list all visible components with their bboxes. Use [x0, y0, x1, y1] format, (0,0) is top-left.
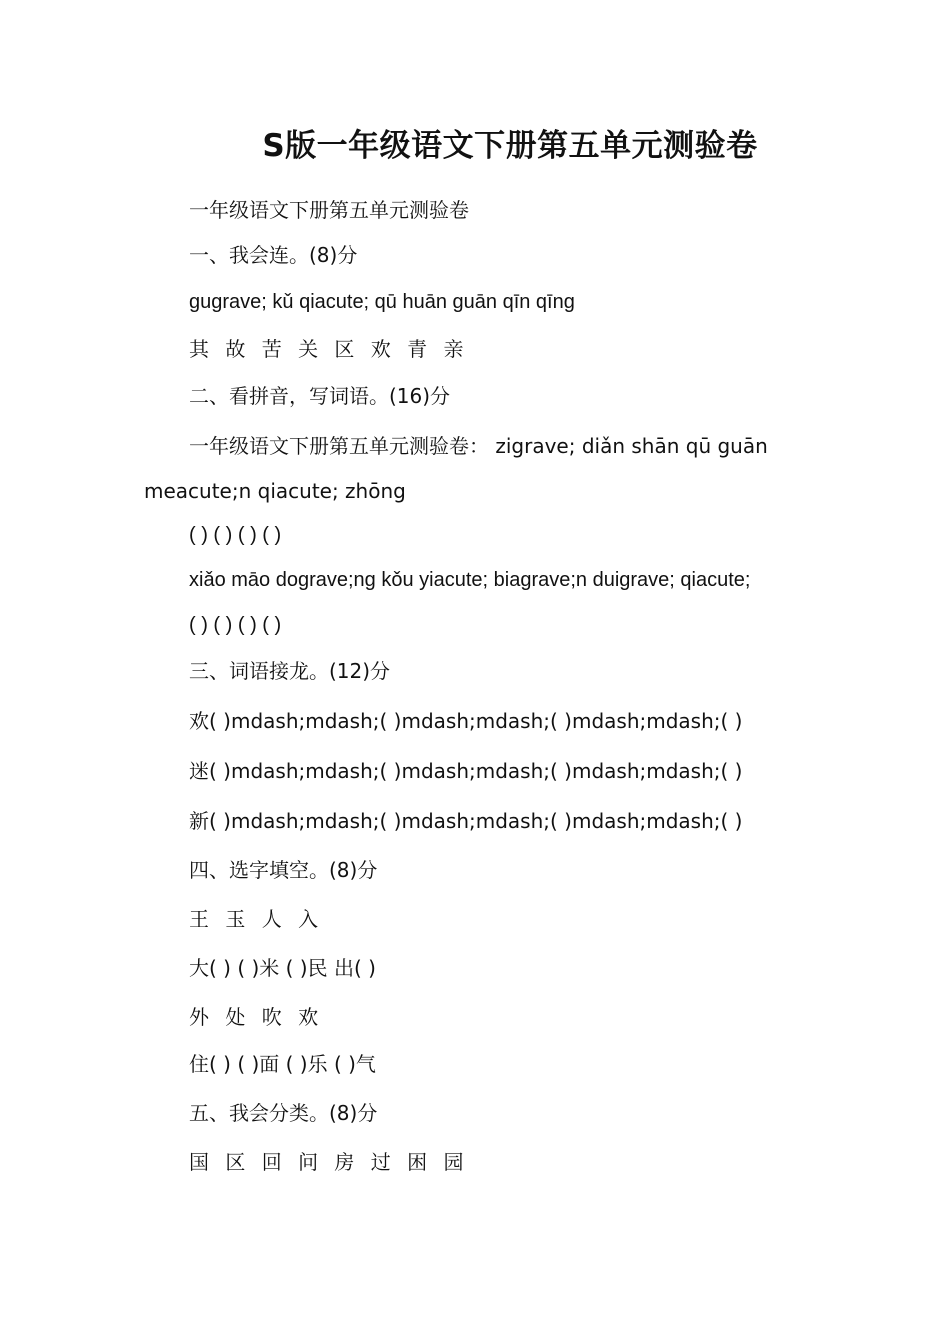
section-5-heading: 五、我会分类。(8)分 [189, 1101, 378, 1125]
choice-set-2: 外 处 吹 欢 [189, 1005, 324, 1029]
pinyin-line-1: gugrave; kǔ qiacute; qū huān guān qīn qīng [189, 291, 575, 313]
characters-line-1: 其 故 苦 关 区 欢 青 亲 [189, 337, 469, 361]
section-4-heading: 四、选字填空。(8)分 [189, 858, 378, 882]
word-chain-line-2: 迷( )mdash;mdash;( )mdash;mdash;( )mdash;mdash;( ) [189, 759, 743, 783]
document-title: S版一年级语文下册第五单元测验卷 [262, 128, 758, 164]
section-3-heading: 三、词语接龙。(12)分 [189, 659, 391, 683]
blanks-line-2: ( ) ( ) ( ) ( ) [189, 614, 282, 636]
document-subtitle: 一年级语文下册第五单元测验卷 [189, 198, 469, 222]
classify-characters-line: 国 区 回 问 房 过 困 园 [189, 1150, 469, 1174]
word-chain-line-1: 欢( )mdash;mdash;( )mdash;mdash;( )mdash;mdash;( ) [189, 709, 743, 733]
choice-set-1: 王 玉 人 入 [189, 907, 324, 931]
section-2-heading: 二、看拼音，写词语。(16)分 [189, 384, 451, 408]
fill-line-2: 住( ) ( )面 ( )乐 ( )气 [189, 1052, 376, 1076]
fill-line-1: 大( ) ( )米 ( )民 出( ) [189, 956, 376, 980]
section-1-heading: 一、我会连。(8)分 [189, 243, 358, 267]
blanks-line-1: ( ) ( ) ( ) ( ) [189, 524, 282, 546]
pinyin-line-3: xiǎo māo dograve;ng kǒu yiacute; biagrave;n duigrave; qiacute; [189, 569, 751, 591]
pinyin-paragraph-2: 一年级语文下册第五单元测验卷： zigrave; diǎn shān qū guān meacute;n qiacute; zhōng [144, 434, 768, 503]
word-chain-line-3: 新( )mdash;mdash;( )mdash;mdash;( )mdash;mdash;( ) [189, 809, 743, 833]
